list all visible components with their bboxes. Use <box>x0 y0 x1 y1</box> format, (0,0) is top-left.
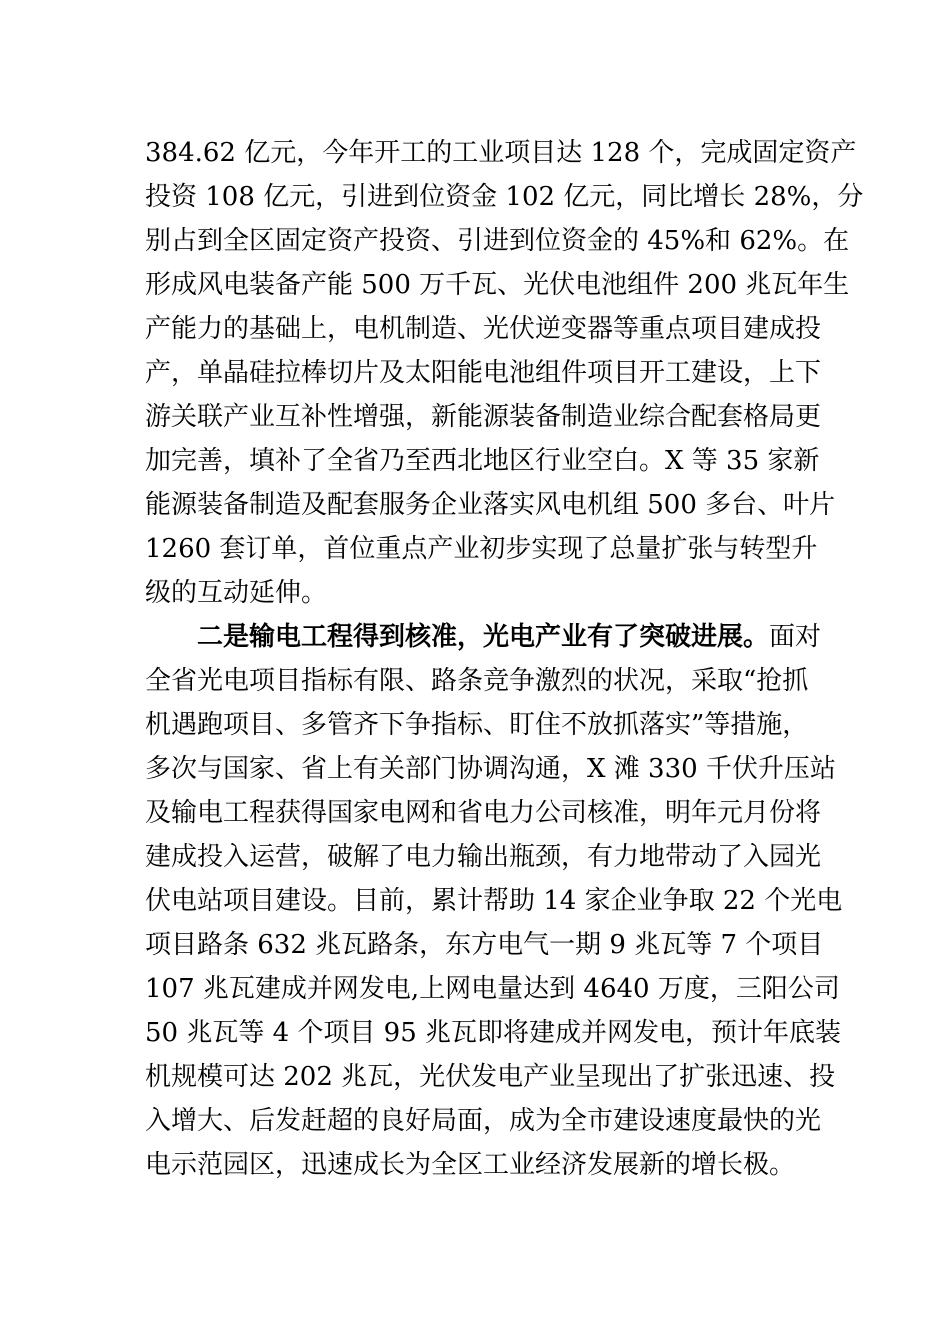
paragraph-1-line-7: 游关联产业互补性增强，新能源装备制造业综合配套格局更 <box>145 402 822 432</box>
paragraph-2-line-10: 50 兆瓦等 4 个项目 95 兆瓦即将建成并网发电，预计年底装 <box>145 1018 842 1048</box>
paragraph-2-line-4: 多次与国家、省上有关部门协调沟通，X 滩 330 千伏升压站 <box>145 754 836 784</box>
paragraph-1-line-5: 产能力的基础上，电机制造、光伏逆变器等重点项目建成投 <box>145 314 822 344</box>
paragraph-1-line-1: 384.62 亿元，今年开工的工业项目达 128 个，完成固定资产 <box>145 138 857 168</box>
paragraph-1-line-6: 产，单晶硅拉棒切片及太阳能电池组件项目开工建设，上下 <box>145 358 822 388</box>
paragraph-2-line-3: 机遇跑项目、多管齐下争指标、盯住不放抓落实”等措施， <box>145 710 809 740</box>
paragraph-2-line-5: 及输电工程获得国家电网和省电力公司核准，明年元月份将 <box>145 798 822 828</box>
paragraph-1-line-10: 1260 套订单，首位重点产业初步实现了总量扩张与转型升 <box>145 534 818 564</box>
paragraph-2-line-11: 机规模可达 202 兆瓦，光伏发电产业呈现出了扩张迅速、投 <box>145 1062 836 1092</box>
paragraph-2-line-13: 电示范园区，迅速成长为全区工业经济发展新的增长极。 <box>145 1150 796 1180</box>
paragraph-2-line-8: 项目路条 632 兆瓦路条，东方电气一期 9 兆瓦等 7 个项目 <box>145 930 824 960</box>
paragraph-1-line-8: 加完善，填补了全省乃至西北地区行业空白。X 等 35 家新 <box>145 446 820 476</box>
paragraph-2-line-1 <box>197 615 822 659</box>
paragraph-2-heading: 二是输电工程得到核准，光电产业有了突破进展。 <box>197 622 770 652</box>
paragraph-2-line-6: 建成投入运营，破解了电力输出瓶颈，有力地带动了入园光 <box>145 842 822 872</box>
paragraph-2-line-7: 伏电站项目建设。目前，累计帮助 14 家企业争取 22 个光电 <box>145 886 843 916</box>
paragraph-2-line-9: 107 兆瓦建成并网发电,上网电量达到 4640 万度，三阳公司 <box>145 974 840 1004</box>
paragraph-2-line-1-rest: 面对 <box>769 622 822 652</box>
paragraph-2-line-12: 入增大、后发赶超的良好局面，成为全市建设速度最快的光 <box>145 1106 822 1136</box>
paragraph-2-line-2: 全省光电项目指标有限、路条竞争激烈的状况，采取“抢抓 <box>145 666 809 696</box>
paragraph-1-line-11: 级的互动延伸。 <box>145 578 328 608</box>
paragraph-1-line-4: 形成风电装备产能 500 万千瓦、光伏电池组件 200 兆瓦年生 <box>145 270 850 300</box>
paragraph-1-line-3: 别占到全区固定资产投资、引进到位资金的 45%和 62%。在 <box>145 226 850 256</box>
paragraph-1-line-9: 能源装备制造及配套服务企业落实风电机组 500 多台、叶片 <box>145 490 836 520</box>
paragraph-1-line-2: 投资 108 亿元，引进到位资金 102 亿元，同比增长 28%，分 <box>145 182 864 212</box>
